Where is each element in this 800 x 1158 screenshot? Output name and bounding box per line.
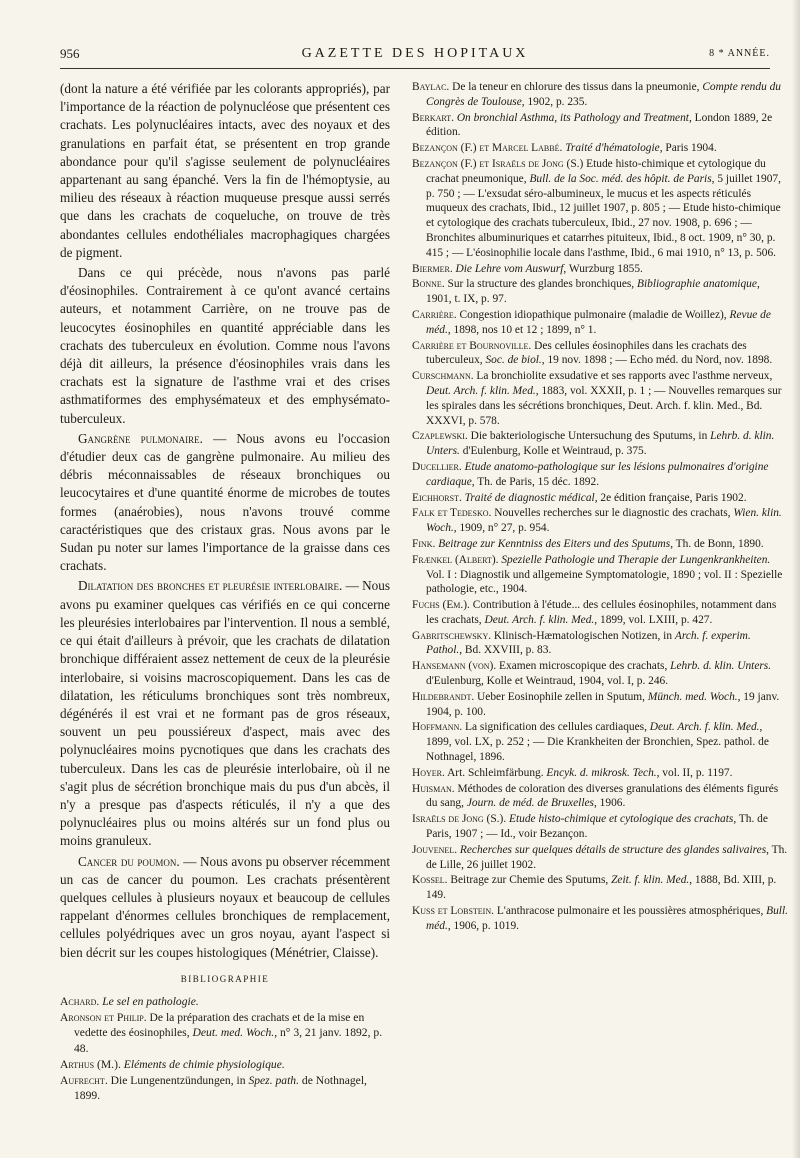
section-heading: Gangrène pulmonaire. [78,430,203,446]
page-number: 956 [60,46,80,61]
reference-author: Achard. [60,994,100,1008]
reference-details: , Bd. XXVIII, p. 83. [459,644,552,657]
reference-item [60,994,390,1009]
reference-details: , 19 janv. 1904, p. 100. [426,690,780,718]
reference-text: Contribution à l'étude... des cellules éosinophiles, notamment dans les crachats, [426,599,777,626]
reference-details: d'Eulenburg, Kolle et Weintraud, 1904, vol. I, p. 246. [426,675,669,688]
section-dilatation [60,577,390,850]
section-text: — Nous avons pu examiner quelques cas vérifiés en ce qui concerne les pleurésies interlobaires par l'intervention. Il nous a semblé, ce qui était d'ailleurs à prévoir, que les crachats de dilatation bronchique différaient assez nettement de ceux de la pleurésie interlobaire, si voisins macroscopiquement. Dans les cas de dilatation, les réticulums bronchiques sont très nombreux, dégénérés il est vrai et ne formant pas de gros réseaux, souvent un peu poussiéreux d'aspect, mais avec des polynucléaires moins pycnotiques que dans les crachats des tuberculeux. Dans les cas de pleurésie interlobaire, où il ne s'agit plus de sécrétion bronchique mais du pus d'un abcès, il n'y a presque pas d'aspects réticulés, il n'y a que des polynucléaires plus ou moins altérés sur un fond plus ou moins granuleux. [60,578,391,849]
reference-publication: Wien. klin. Woch. [426,507,782,535]
reference-publication: Compte rendu du Congrès de Toulouse [426,81,781,108]
reference-publication: Deut. med. Woch. [192,1026,275,1040]
paragraph-eosinophiles: Dans ce qui précède, nous n'avons pas parlé d'éosinophiles. Contrairement à ce qu'ont avancé certains auteurs, et notamment Carrière, on ne trouve pas de leucocytes éosinophiles en quantité appréciable dans les crachats des tuberculeux en évolution. Comme nous l'avons déjà dit ailleurs, la présence d'éosinophiles vrais dans les crachats est la signature de l'asthme vrai et des crises asthmatiformes des emphysémateux et des emphysémato-tuberculeux. [60,265,390,426]
reference-details: , n° 3, 21 janv. 1892, p. 48. [74,1026,383,1055]
reference-details: , 1883, vol. XXXII, p. 1 ; — Nouvelles remarques sur les spirales dans les sécrétions bronchiques, Deut. Arch. f. klin. Med., Bd. XXXVI, p. 578. [426,384,782,427]
reference-publication: Lehrb. d. klin. Unters. [670,660,772,673]
reference-publication: Traité d'hématologie [565,142,660,155]
reference-item [412,904,788,934]
reference-publication: Beitrage zur Kenntniss des Eiters und des Sputums [438,537,671,550]
reference-item [412,369,788,428]
reference-text: Congestion idiopathique pulmonaire (maladie de Woillez), [456,308,730,321]
reference-details: , 1906, p. 1019. [447,919,520,932]
reference-publication: Spez. path. [248,1073,299,1087]
reference-publication: On bronchial Asthma, its Pathology and Treatment [456,111,689,124]
reference-author: Hoffmann. [412,721,463,734]
reference-publication: Soc. de biol. [485,354,542,367]
reference-text: Art. Schleimfärbung. [444,766,547,779]
paragraph-continued: (dont la nature a été vérifiée par les colorants appropriés), par l'importance de la réaction de polynucléose que présentent ces crachats. Les polynucléaires intacts, avec des noyaux et des granulations en parfait état, se présentent en trop grande abondance pour qu'il s'agisse seulement de polynucléaires appartenant au sang épanché. Vers la fin de l'hémoptysie, au milieu des réseaux à réaction muqueuse presque aussi serrés que dans les crachats de coqueluche, on trouve de très abondantes cellules endothéliales macrophagiques chargées de pigment. [60,81,390,260]
reference-details: , Th. de Paris, 1907 ; — Id., voir Bezançon. [426,813,768,841]
reference-details: , 1899, vol. LXIII, p. 427. [594,613,713,626]
reference-details: , 2e édition française, Paris 1902. [594,491,747,504]
reference-item [412,308,788,338]
left-column [60,80,390,1104]
page-header [60,46,770,68]
right-column [412,80,788,935]
reference-item [412,460,788,490]
reference-publication: Eléments de chimie physiologique. [123,1057,285,1071]
reference-publication: Deut. Arch. f. klin. Med. [484,613,595,626]
reference-author: Gabritschewsky. [412,629,492,642]
reference-publication: Bibliographie anatomique [637,278,757,291]
section-cancer [60,853,390,962]
reference-text: De la préparation des crachats et de la mise en vedette des éosinophiles, [74,1011,365,1040]
reference-publication: Deut. Arch. f. klin. Med. [649,721,760,734]
reference-item [412,659,788,689]
reference-text: La signification des cellules cardiaques, [462,721,650,734]
reference-text: De la teneur en chlorure des tissus dans la pneumonie, [449,81,703,93]
reference-item [60,1057,390,1072]
section-gangrene [60,430,390,576]
reference-details: , Th. de Paris, 15 déc. 1892. [471,475,600,488]
reference-author: Huisman. [412,782,455,795]
reference-text: Des cellules éosinophiles dans les crachats des tuberculeux, [426,339,747,367]
reference-details: , 19 nov. 1898 ; — Echo méd. du Nord, nov. 1898. [541,354,773,367]
reference-details: , Th. de Lille, 26 juillet 1902. [426,843,788,871]
reference-item [412,506,788,536]
reference-text: Nouvelles recherches sur le diagnostic des crachats, [491,507,734,520]
reference-author: Curschmann. [412,370,474,383]
reference-publication: Bull. méd. [426,905,788,932]
reference-publication: Recherches sur quelques détails de structure des glandes salivaires [459,843,767,856]
reference-author: Carrière. [412,308,457,321]
reference-author: Jouvenel. [412,843,458,856]
reference-publication: Etude histo-chimique et cytologique des crachats [509,813,734,826]
reference-text: Klinisch-Hæmatologischen Notizen, in [491,629,675,642]
reference-item [412,720,788,764]
reference-author: Fink. [412,537,436,550]
reference-author: Bezançon (F.) et Israëls de Jong (S.) [412,157,584,170]
reference-item [412,843,788,873]
reference-details: , 5 juillet 1907, p. 750 ; — L'exsudat séro-albumineux, le mucus et les aspects réticulés muqueux des crachats, Ibid., 12 juillet 1907, p. 805 ; — Etude histo-chimique et cytologique des crachats tuberculeux, Ibid., 27 nov. 1908, p. 696 ; — Bronchites albuminuriques et catarrhes pituiteux, Ibid., 8 oct. 1909, n° 30, p. 415 ; — L'éosinophilie locale dans l'asthme, Ibid., 6 mai 1910, n° 13, p. 506. [426,172,781,259]
reference-author: Aufrecht. [60,1073,108,1087]
reference-publication: Revue de méd. [426,308,771,336]
reference-text: Sur la structure des glandes bronchiques, [444,278,638,291]
reference-item [412,262,788,277]
reference-details: , 1901, t. IX, p. 97. [426,278,760,306]
bibliography-list-right [412,80,788,934]
reference-details: d'Eulenburg, Kolle et Weintraud, p. 375. [459,445,647,458]
reference-publication: Etude anatomo-pathologique sur les lésions pulmonaires d'origine cardiaque [426,460,769,488]
reference-publication: Münch. med. Woch. [647,690,738,703]
reference-details: , Wurzburg 1855. [563,262,643,275]
section-text: — Nous avons pu observer récemment un cas de cancer du poumon. Les crachats présentèrent quelques cellules à plusieurs noyaux et beaucoup de cellules rappelant d'énormes cellules bronchiques de remplacement, cellules polyédriques avec un gros noyau, ayant l'aspect si bien décrit sur les coupes histologiques (Ménétrier, Claisse). [60,853,391,960]
reference-author: Aronson et Philip. [60,1011,147,1025]
reference-publication: Die Lehre vom Auswurf [455,262,564,275]
reference-author: Hansemann (von). [412,660,497,673]
reference-author: Bonne. [412,278,445,291]
reference-text: L'anthracose pulmonaire et les poussières atmosphériques, [493,905,767,918]
reference-publication: Bull. de la Soc. méd. des hôpit. de Paris [529,172,712,185]
reference-details: , Paris 1904. [659,142,717,155]
reference-publication: Spezielle Pathologie und Therapie der Lungenkrankheiten. [501,553,771,566]
volume-year: 8 * ANNÉE. [709,48,770,59]
reference-author: Carrière et Bournoville. [412,339,532,352]
reference-author: Fuchs (Em.). [412,599,470,612]
reference-details: , London 1889, 2e édition. [426,111,773,139]
reference-text: Méthodes de coloration des diverses granulations des éléments figurés du sang, [426,782,779,810]
reference-details: , 1899, vol. LX, p. 252 ; — Die Krankheiten der Bronchien, Spez. pathol. de Nothnagel, 1896. [426,721,769,764]
header-rule [60,68,770,69]
journal-title: GAZETTE DES HOPITAUX [301,46,529,61]
reference-details: , 1902, p. 235. [521,95,588,108]
reference-item [412,491,788,506]
reference-author: Biermer. [412,262,453,275]
reference-text: Etude histo-chimique et cytologique du crachat pneumonique, [426,157,766,185]
reference-text: Ueber Eosinophile zellen in Sputum, [474,690,648,703]
reference-details: , Th. de Bonn, 1890. [670,537,764,550]
reference-author: Falk et Tedesko. [412,507,492,520]
reference-details: Vol. I : Diagnostik und allgemeine Symptomatologie, 1890 ; vol. II : Spezielle pathologie, etc., 1904. [426,568,783,596]
bibliography-heading: BIBLIOGRAPHIE [180,973,270,984]
reference-author: Berkart. [412,111,454,124]
reference-item [412,553,788,597]
reference-author: Arthus (M.). [60,1057,121,1071]
reference-author: Czaplewski. [412,430,468,443]
reference-item [412,277,788,307]
page-edge-shadow [792,0,800,1158]
reference-details: , 1906. [593,797,626,810]
reference-text: Die bakteriologische Untersuchung des Sputums, in [467,430,711,443]
reference-item [60,1073,390,1103]
reference-item [412,690,788,720]
reference-item [412,111,788,141]
reference-item [412,141,788,156]
reference-item [60,1010,390,1056]
reference-publication: Arch. f. experim. Pathol. [426,629,751,657]
reference-item [412,537,788,552]
reference-author: Hoyer. [412,766,445,779]
reference-text: Die Lungenentzündungen, in [107,1073,249,1087]
reference-author: Hildebrandt. [412,690,475,703]
reference-item [412,339,788,369]
reference-author: Israëls de Jong (S.). [412,813,507,826]
reference-item [412,629,788,659]
reference-item [412,429,788,459]
reference-author: Bezançon (F.) et Marcel Labbé. [412,142,563,155]
reference-details: , 1909, n° 27, p. 954. [453,522,550,535]
reference-details: , vol. II, p. 1197. [656,766,733,779]
reference-details: , 1888, Bd. XIII, p. 149. [426,874,777,902]
reference-text: La bronchiolite exsudative et ses rapports avec l'asthme nerveux, [473,370,773,383]
reference-publication: Zeit. f. klin. Med. [611,874,690,887]
reference-item [412,766,788,781]
reference-item [412,873,788,903]
reference-publication: Encyk. d. mikrosk. Tech. [546,766,657,779]
reference-publication: Journ. de méd. de Bruxelles [466,797,594,810]
reference-text: Beitrage zur Chemie des Sputums, [447,874,612,887]
reference-author: Frænkel (Albert). [412,553,499,566]
reference-details: de Nothnagel, 1899. [74,1073,367,1103]
reference-text: Examen microscopique des crachats, [496,660,671,673]
reference-author: Eichhorst. [412,491,462,504]
reference-publication: Le sel en pathologie. [102,994,199,1008]
section-heading: Dilatation des bronches et pleurésie interlobaire. [78,578,343,594]
reference-item [412,157,788,261]
bibliography-list-left [60,994,390,1103]
reference-author: Kossel. [412,874,448,887]
reference-publication: Deut. Arch. f. klin. Med. [426,384,536,397]
reference-author: Ducellier. [412,460,462,473]
reference-author: Baylac. [412,81,450,93]
reference-item [412,782,788,812]
section-heading: Cancer du poumon. [78,853,180,869]
reference-publication: Lehrb. d. klin. Unters. [426,430,775,458]
reference-author: Kuss et Lobstein. [412,905,494,918]
reference-details: , 1898, nos 10 et 12 ; 1899, n° 1. [447,323,597,336]
reference-publication: Traité de diagnostic médical [464,491,595,504]
reference-item [412,598,788,628]
reference-item [412,80,788,110]
reference-item [412,812,788,842]
section-text: — Nous avons eu l'occasion d'étudier deux cas de gangrène pulmonaire. Au milieu des débris méconnaissables de réseaux bronchiques ou leucocytaires et d'une quantité énorme de microbes de toutes formes (anaérobies), nous n'avons trouvé comme caractéristiques que des cristaux gras. Nous avons par le Sudan pu noter sur lames l'importance de la graisse dans ces crachats. [60,430,390,574]
